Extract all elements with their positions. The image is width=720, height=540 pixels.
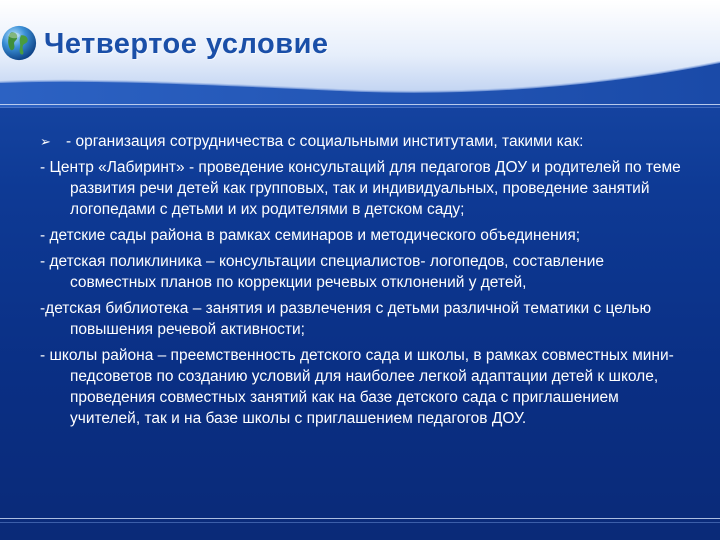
slide-body [40,131,690,434]
list-item: - детские сады района в рамках семинаров и методического объединения; [40,227,581,244]
footer-divider-secondary [0,522,720,523]
header-divider-secondary [0,107,720,108]
slide-title: Четвертое условие [44,28,329,60]
list-item [40,131,690,152]
header-divider [0,104,720,105]
footer-divider [0,518,720,519]
list-item: - Центр «Лабиринт» - проведение консультаций для педагогов ДОУ и родителей по теме развития речи детей как групповых, так и индивидуальных, проведение занятий логопедами с детьми и их родителями в детском саду; [40,159,681,218]
list-item: -детская библиотека – занятия и развлечения с детьми различной тематики с целью повышения речевой активности; [40,300,652,338]
list-item-text: - организация сотрудничества с социальными институтами, такими как: [66,133,584,150]
list-item: - детская поликлиника – консультации специалистов- логопедов, составление совместных планов по коррекции речевых отклонений у детей, [40,253,605,291]
arrow-bullet-icon: ➢ [40,134,51,149]
globe-icon [0,24,38,62]
list-item: - школы района – преемственность детского сада и школы, в рамках совместных мини-педсоветов по созданию условий для наиболее легкой адаптации детей к школе, проведения совместных занятий как на базе детского сада с приглашением учителей, так и на базе школы с приглашением педагогов ДОУ. [40,347,674,427]
